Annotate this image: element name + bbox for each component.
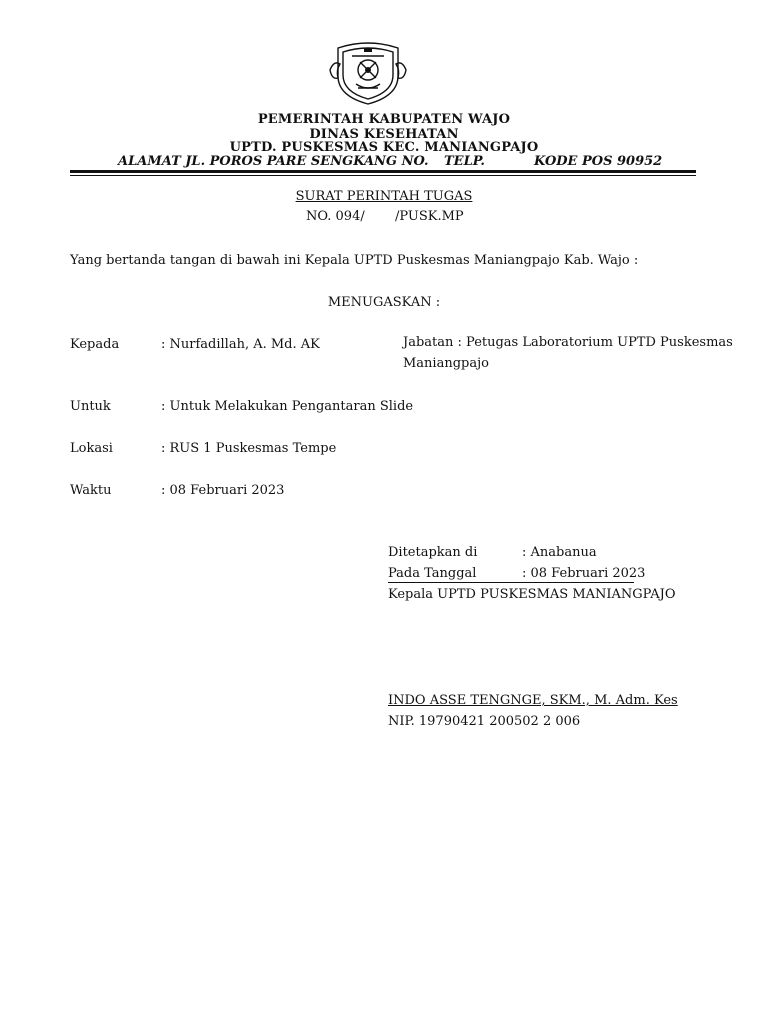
letterhead-government: PEMERINTAH KABUPATEN WAJO xyxy=(257,112,511,127)
letterhead-divider-thick xyxy=(70,170,696,173)
letter-number-suffix: /PUSK.MP xyxy=(395,209,464,224)
telp-text: TELP. xyxy=(444,154,485,169)
lokasi-label: Lokasi xyxy=(70,441,113,456)
letter-number-prefix: NO. 094/ xyxy=(306,209,365,224)
ditetapkan-label: Ditetapkan di xyxy=(388,545,478,560)
waktu-label: Waktu xyxy=(70,483,112,498)
letterhead-institution: UPTD. PUSKESMAS KEC. MANIANGPAJO xyxy=(229,140,539,155)
waktu-value: : 08 Februari 2023 xyxy=(161,483,285,498)
lokasi-value: : RUS 1 Puskesmas Tempe xyxy=(161,441,337,456)
tanggal-value: : 08 Februari 2023 xyxy=(522,566,646,581)
signatory-position: Kepala UPTD PUSKESMAS MANIANGPAJO xyxy=(388,587,676,602)
address-text: ALAMAT JL. POROS PARE SENGKANG NO. xyxy=(118,154,429,169)
untuk-value: : Untuk Melakukan Pengantaran Slide xyxy=(161,399,414,414)
letterhead-department: DINAS KESEHATAN xyxy=(309,127,459,142)
tanggal-label: Pada Tanggal xyxy=(388,566,477,581)
postcode-text: KODE POS 90952 xyxy=(534,154,663,169)
letterhead-divider-thin xyxy=(70,175,696,176)
jabatan-line-1: Jabatan : Petugas Laboratorium UPTD Puskesmas xyxy=(403,335,733,350)
ditetapkan-value: : Anabanua xyxy=(522,545,597,560)
directive-heading: MENUGASKAN : xyxy=(327,295,441,310)
kepada-value: : Nurfadillah, A. Md. AK xyxy=(161,337,320,352)
signatory-nip: NIP. 19790421 200502 2 006 xyxy=(388,714,581,729)
jabatan-line-2: Maniangpajo xyxy=(403,356,489,371)
letter-heading: SURAT PERINTAH TUGAS xyxy=(295,189,473,204)
intro-paragraph: Yang bertanda tangan di bawah ini Kepala UPTD Puskesmas Maniangpajo Kab. Wajo : xyxy=(70,253,639,268)
untuk-label: Untuk xyxy=(70,399,111,414)
signatory-name: INDO ASSE TENGNGE, SKM., M. Adm. Kes xyxy=(388,693,678,708)
kepada-label: Kepada xyxy=(70,337,120,352)
wajo-regency-crest-icon xyxy=(328,40,408,106)
